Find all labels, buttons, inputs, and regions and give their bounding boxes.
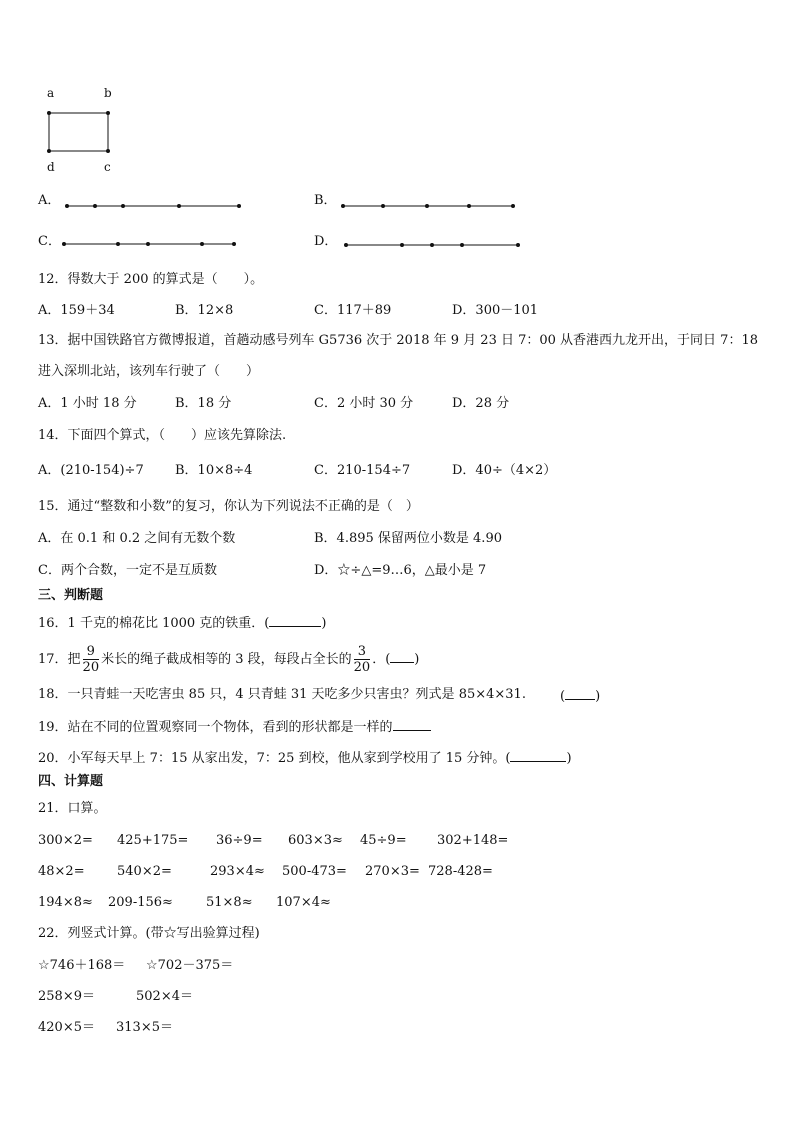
rectangle-figure xyxy=(0,0,794,200)
question-12-option-c[interactable]: C．117＋89 xyxy=(314,303,392,318)
question-17 xyxy=(38,643,419,677)
oral-calc-item: 603×3≈ xyxy=(288,833,343,848)
segment-dot xyxy=(200,242,204,246)
answer-blank[interactable] xyxy=(510,749,566,762)
corner-label-a: a xyxy=(47,86,55,100)
question-14-stem: 14．下面四个算式，（ ）应该先算除法. xyxy=(38,428,287,443)
corner-label-b: b xyxy=(104,86,112,100)
question-16 xyxy=(38,614,326,632)
segment-dot xyxy=(177,204,181,208)
question-14-option-a[interactable]: A．(210-154)÷7 xyxy=(38,463,144,478)
question-17-part-2: 米长的绳子截成相等的 3 段，每段占全长的 xyxy=(101,652,352,667)
question-15-option-a[interactable]: A．在 0.1 和 0.2 之间有无数个数 xyxy=(38,531,236,546)
fraction-nine-twentieths: $\frac{9}{20}$ xyxy=(82,644,100,675)
oral-calc-item: 36÷9= xyxy=(216,833,263,848)
segment-dot xyxy=(511,204,515,208)
corner-label-c: c xyxy=(104,160,111,174)
question-20-text: 20．小军每天早上 7：15 从家出发，7：25 到校，他从家到学校用了 15 分钟。( xyxy=(38,751,511,766)
vertical-calc-item: ☆702－375＝ xyxy=(146,958,234,973)
question-13-line-1: 13．据中国铁路官方微博报道，首趟动感号列车 G5736 次于 2018 年 9 月 23 日 7：00 从香港西九龙开出，于同日 7：18 xyxy=(38,333,758,348)
corner-label-d: d xyxy=(47,160,55,174)
question-12-stem: 12．得数大于 200 的算式是（ ）。 xyxy=(38,272,264,287)
segment-dot xyxy=(146,242,150,246)
oral-calc-item: 48×2= xyxy=(38,864,85,879)
question-15-stem: 15．通过“整数和小数”的复习，你认为下列说法不正确的是（ ） xyxy=(38,499,419,514)
question-13-option-b[interactable]: B．18 分 xyxy=(175,396,232,411)
oral-calc-item: 540×2= xyxy=(117,864,172,879)
question-19 xyxy=(38,718,431,736)
corner-dot xyxy=(47,149,51,153)
question-13-line-2: 进入深圳北站，该列车行驶了（ ） xyxy=(38,364,260,379)
figure-option-b-segment xyxy=(343,204,523,208)
figure-option-c-segment xyxy=(64,242,244,246)
question-15-option-b[interactable]: B．4.895 保留两位小数是 4.90 xyxy=(314,531,502,546)
question-22-stem: 22．列竖式计算。(带☆写出验算过程) xyxy=(38,926,260,941)
question-15-option-d[interactable]: D．☆÷△=9…6，△最小是 7 xyxy=(314,563,487,578)
figure-option-b-label: B． xyxy=(314,193,337,208)
vertical-calc-item: 420×5＝ xyxy=(38,1020,95,1035)
question-17-part-1: 17．把 xyxy=(38,652,81,667)
question-16-text: 16．1 千克的棉花比 1000 克的铁重．( xyxy=(38,616,270,631)
question-18-answer: ( ) xyxy=(560,689,601,704)
section-3-heading: 三、判断题 xyxy=(38,588,104,603)
segment-dot xyxy=(381,204,385,208)
answer-blank[interactable] xyxy=(565,687,595,700)
figure-option-c-label: C． xyxy=(38,234,61,249)
vertical-calc-item: 502×4＝ xyxy=(136,989,193,1004)
question-12-option-a[interactable]: A．159＋34 xyxy=(38,303,115,318)
question-21-stem: 21．口算。 xyxy=(38,801,107,816)
oral-calc-item: 302+148= xyxy=(437,833,509,848)
rectangle-shape xyxy=(49,113,108,151)
question-19-text: 19．站在不同的位置观察同一个物体，看到的形状都是一样的 xyxy=(38,720,393,735)
segment-dot xyxy=(341,204,345,208)
segment-dot xyxy=(430,243,434,247)
oral-calc-item: 728-428= xyxy=(428,864,493,879)
segment-dot xyxy=(237,204,241,208)
segment-dot xyxy=(516,243,520,247)
question-13-option-a[interactable]: A．1 小时 18 分 xyxy=(38,396,137,411)
fraction-three-twentieths: $\frac{3}{20}$ xyxy=(353,644,371,675)
segment-dot xyxy=(65,204,69,208)
oral-calc-item: 209-156≈ xyxy=(108,895,173,910)
segment-dot xyxy=(232,242,236,246)
oral-calc-item: 300×2= xyxy=(38,833,93,848)
question-17-close: ) xyxy=(414,652,420,667)
figure-option-a-segment xyxy=(67,204,247,208)
answer-blank[interactable] xyxy=(269,614,321,627)
answer-blank[interactable] xyxy=(390,650,414,663)
question-17-part-3: ．( xyxy=(372,652,391,667)
oral-calc-item: 194×8≈ xyxy=(38,895,93,910)
vertical-calc-item: 258×9＝ xyxy=(38,989,95,1004)
segment-dot xyxy=(400,243,404,247)
answer-blank[interactable] xyxy=(393,718,431,731)
oral-calc-item: 270×3= xyxy=(365,864,420,879)
question-13-option-c[interactable]: C．2 小时 30 分 xyxy=(314,396,414,411)
segment-dot xyxy=(62,242,66,246)
question-20-close: ) xyxy=(566,751,572,766)
segment-dot xyxy=(460,243,464,247)
corner-dot xyxy=(47,111,51,115)
vertical-calc-item: ☆746＋168＝ xyxy=(38,958,126,973)
oral-calc-item: 45÷9= xyxy=(360,833,407,848)
question-20 xyxy=(38,749,572,767)
figure-option-a-label: A． xyxy=(38,193,61,208)
question-13-option-d[interactable]: D．28 分 xyxy=(452,396,510,411)
question-15-option-c[interactable]: C．两个合数，一定不是互质数 xyxy=(38,563,217,578)
question-16-close: ) xyxy=(321,616,327,631)
question-12-option-b[interactable]: B．12×8 xyxy=(175,303,234,318)
segment-dot xyxy=(93,204,97,208)
segment-dot xyxy=(425,204,429,208)
question-14-option-c[interactable]: C．210-154÷7 xyxy=(314,463,411,478)
question-12-option-d[interactable]: D．300－101 xyxy=(452,303,539,318)
figure-option-d-label: D． xyxy=(314,234,338,249)
corner-dot xyxy=(106,111,110,115)
oral-calc-item: 293×4≈ xyxy=(210,864,265,879)
question-18-text: 18．一只青蛙一天吃害虫 85 只，4 只青蛙 31 天吃多少只害虫？列式是 85×4×31. xyxy=(38,687,526,702)
question-14-option-b[interactable]: B．10×8÷4 xyxy=(175,463,253,478)
figure-option-d-segment xyxy=(346,243,526,247)
oral-calc-item: 107×4≈ xyxy=(276,895,331,910)
section-4-heading: 四、计算题 xyxy=(38,774,104,789)
vertical-calc-item: 313×5＝ xyxy=(116,1020,173,1035)
oral-calc-item: 51×8≈ xyxy=(206,895,253,910)
oral-calc-item: 500-473= xyxy=(282,864,347,879)
segment-dot xyxy=(467,204,471,208)
segment-dot xyxy=(116,242,120,246)
segment-dot xyxy=(121,204,125,208)
segment-dot xyxy=(344,243,348,247)
question-14-option-d[interactable]: D．40÷（4×2） xyxy=(452,463,557,478)
oral-calc-item: 425+175= xyxy=(117,833,189,848)
corner-dot xyxy=(106,149,110,153)
